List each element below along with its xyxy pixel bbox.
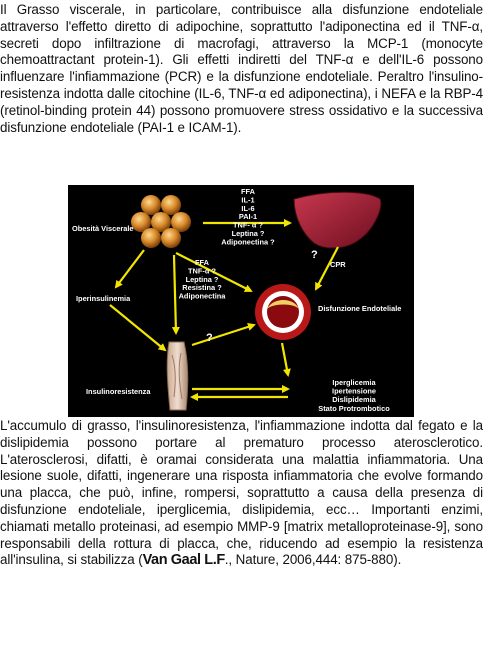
list-top-item: FFA <box>241 187 255 196</box>
list-top-item: PAI-1 <box>238 212 258 222</box>
liver-icon <box>294 192 381 248</box>
paragraph-intro: Il Grasso viscerale, in particolare, contribuisce alla disfunzione endoteliale attraverso l'effetto diretto di adipochine, soprattutto l'adiponectina ed il TNF-α, secreti dopo infiltrazione di macrofagi, attraverso la MCP-1 (monocyte chemoattractant protein-1). Gli effetti indiretti del TNF-α e dell'IL-6 possono influenzare l'infiammazione (PCR) e la disfunzione endoteliale. Peraltro l'insulino-resistenza indotta dalle citochine (IL-6, TNF-α ed adiponectina), i NEFA e la RBP-4 (retinol-binding protein 44) possono promuovere stress ossidativo e la successiva disfunzione endoteliale (PAI-1 e ICAM-1). <box>0 2 483 135</box>
list-mid-item: Adiponectina <box>178 291 226 301</box>
list-top-item: TNF- α ? <box>233 220 263 230</box>
citation-author: Van Gaal L.F <box>142 552 225 569</box>
risk-factor-list <box>318 378 390 413</box>
leg-muscle-icon <box>167 342 188 410</box>
list-bottom-item: Ipertensione <box>332 386 376 396</box>
list-top-item: Adiponectina ? <box>221 237 275 247</box>
paragraph-body: L'accumulo di grasso, l'insulinoresistenza, l'infiammazione indotta dal fegato e la dislipidemia possono portare al prematuro processo aterosclerotico. L'aterosclerosi, difatti, è oramai considerata una malattia infiammatoria. Una lesione suole, difatti, ingenerare una risposta infiammatoria che evolve formando una placca, che può, infine, rompersi, soprattutto a causa della presenza di disfunzione endoteliale, iperglicemia, dislipidemia, ecc… Importanti enzimi, chiamati metallo proteinasi, ad esempio MMP-9 [matrix metalloproteinase-9], sono responsabili della rottura di placca, che, riducendo ad esempio la resistenza all'insulina, si stabilizza ( <box>0 418 483 568</box>
pathophysiology-figure <box>68 185 414 417</box>
list-mid-item: FFA <box>195 258 209 267</box>
list-bottom-item: Iperglicemia <box>332 378 376 387</box>
list-mid-item: TNF-α ? <box>188 266 216 276</box>
label-insulinoresistenza: Insulinoresistenza <box>86 387 151 396</box>
question-mark-liver: ? <box>311 249 318 261</box>
list-top-item: IL-6 <box>241 203 255 213</box>
list-mid-item: Leptina ? <box>185 274 219 284</box>
label-cpr: CPR <box>330 260 346 269</box>
artery-icon <box>255 284 311 340</box>
label-obesita-viscerale: Obesità Viscerale <box>72 224 134 233</box>
paragraph-atherosclerosis <box>0 418 483 569</box>
fat-cells-icon <box>131 195 191 248</box>
list-bottom-item: Stato Protrombotico <box>318 403 390 413</box>
label-iperinsulinemia: Iperinsulinemia <box>76 294 131 303</box>
citation-details: ., Nature, 2006,444: 875-880). <box>224 552 402 568</box>
list-top-item: IL-1 <box>241 195 255 205</box>
adipokine-list-middle <box>179 258 227 301</box>
list-mid-item: Resistina ? <box>182 283 222 293</box>
list-bottom-item: Dislipidemia <box>332 395 376 405</box>
list-top-item: Leptina ? <box>231 229 265 238</box>
adipokine-list-top <box>221 187 275 246</box>
label-disfunzione-endoteliale: Disfunzione Endoteliale <box>318 304 402 313</box>
question-mark-leg: ? <box>206 332 213 344</box>
